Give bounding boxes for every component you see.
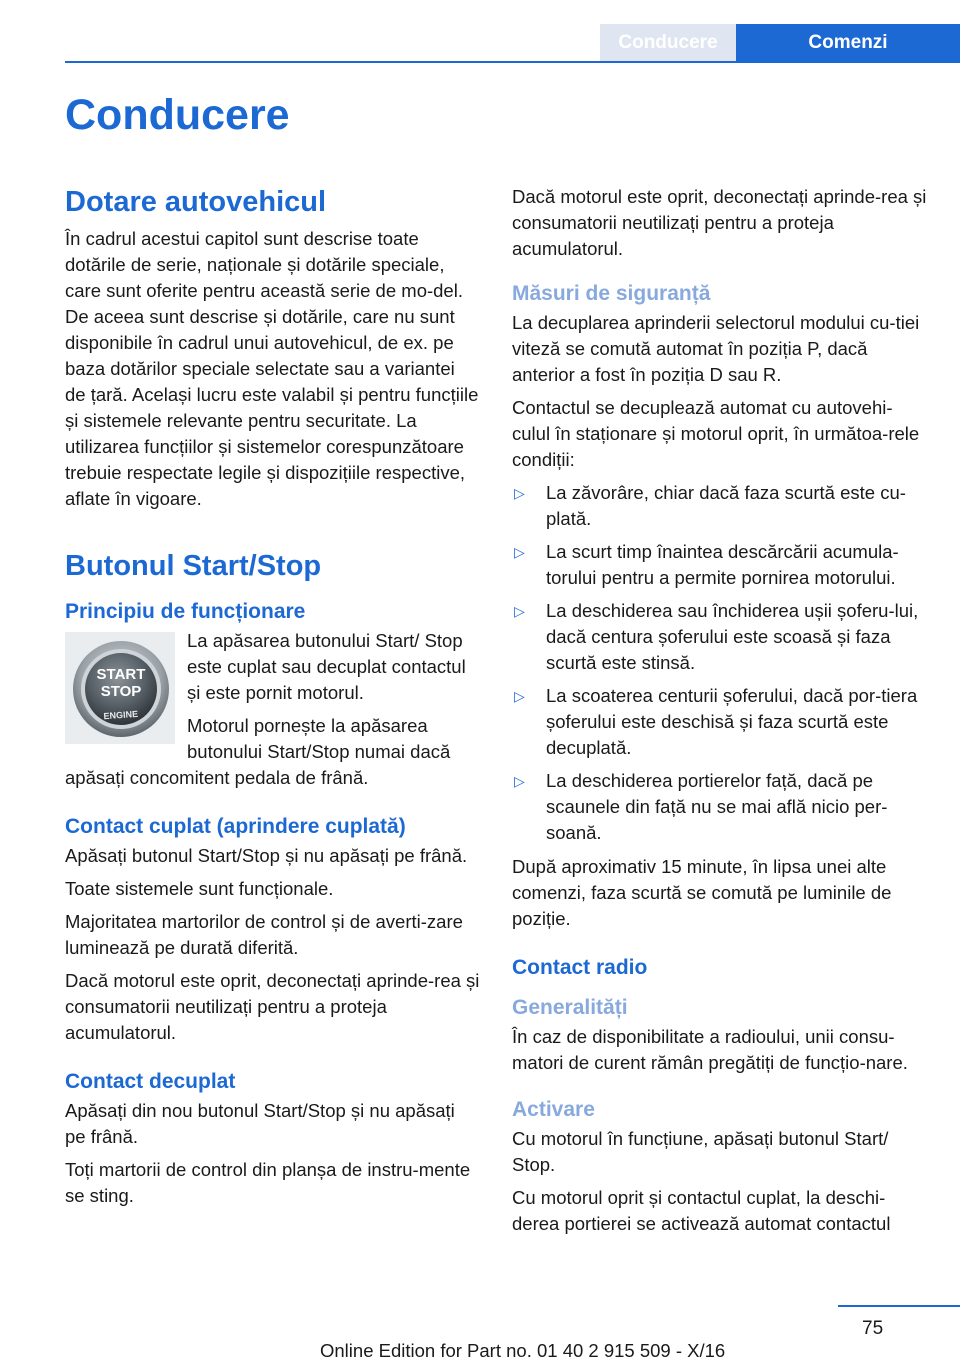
- paragraph-activare-2: Cu motorul oprit și contactul cuplat, la deschi‐derea portierei se activează automat contactul: [512, 1187, 891, 1234]
- page-title: Conducere: [65, 91, 290, 139]
- triangle-bullet-icon: ▷: [514, 544, 525, 560]
- start-stop-button-image: [65, 632, 175, 744]
- heading-principiu: Principiu de funcționare: [65, 600, 306, 623]
- edition-note: Online Edition for Part no. 01 40 2 915 509 - X/16: [320, 1340, 726, 1361]
- paragraph-cuplat-1: Apăsați butonul Start/Stop și nu apăsați pe frână.: [65, 845, 468, 866]
- heading-contact-radio: Contact radio: [512, 956, 648, 979]
- list-item: ▷ La scurt timp înaintea descărcării acumula‐torului pentru a permite pornirea motorului.: [514, 541, 899, 588]
- footer-rule: [838, 1305, 960, 1307]
- paragraph-principiu-1: La apăsarea butonului Start/ Stop este cuplat sau decuplat contactul și este pornit motorul.: [187, 630, 466, 703]
- heading-dotare: Dotare autovehicul: [65, 186, 327, 218]
- heading-contact-decuplat: Contact decuplat: [65, 1070, 236, 1093]
- left-column: [65, 184, 480, 1216]
- page-number: 75: [862, 1318, 884, 1339]
- button-label-engine: ENGINE: [103, 708, 139, 722]
- triangle-bullet-icon: ▷: [514, 688, 525, 704]
- list-item: ▷ La zăvorâre, chiar dacă faza scurtă este cu‐plată.: [514, 482, 906, 529]
- header-tab-chapter: Comenzi: [736, 24, 960, 62]
- paragraph-intro: Dacă motorul este oprit, deconectați aprinde‐rea și consumatorii neutilizați pentru a proteja acumulatorul.: [512, 186, 927, 259]
- paragraph-decuplat-1: Apăsați din nou butonul Start/Stop și nu apăsați pe frână.: [65, 1100, 455, 1147]
- start-stop-button-icon: [65, 632, 175, 744]
- paragraph-generalitati: În caz de disponibilitate a radioului, unii consu‐matori de curent rămân pregătiți de funcțio‐nare.: [512, 1026, 908, 1073]
- paragraph-dotare: În cadrul acestui capitol sunt descrise toate dotările de serie, naționale și dotările speciale, care sunt oferite pentru această serie de mo‐del. De aceea sunt descrise și dotările, care nu sunt disponibile în cadrul unui autovehicul, de ex. pe baza dotărilor speciale selectate sau a variantei de țară. Același lucru este valabil și pentru funcțiile și sistemele relevante pentru securitate. La utilizarea funcțiilor și sistemelor corespunzătoare trebuie respectate legile și dispozițiile respective, aflate în vigoare.: [65, 228, 479, 509]
- heading-activare: Activare: [512, 1098, 595, 1121]
- button-label-start: START: [96, 666, 146, 683]
- paragraph-masuri-2: Contactul se decuplează automat cu autovehi‐culul în staționare și motorul oprit, în următoa‐rele condiții:: [512, 397, 920, 470]
- paragraph-principiu-2: Motorul pornește la apăsarea butonului Start/Stop numai dacă apăsați concomitent pedala de frână.: [65, 715, 451, 788]
- conditions-list: [512, 480, 927, 846]
- paragraph-dupa: După aproximativ 15 minute, în lipsa unei alte comenzi, faza scurtă se comută pe luminile de poziție.: [512, 856, 892, 929]
- paragraph-cuplat-4: Dacă motorul este oprit, deconectați aprinde‐rea și consumatorii neutilizați pentru a proteja acumulatorul.: [65, 970, 480, 1043]
- triangle-bullet-icon: ▷: [514, 485, 525, 501]
- list-item: ▷ La deschiderea portierelor față, dacă pe scaunele din față nu se mai află nicio per‐soană.: [514, 770, 888, 843]
- header-tab-section: Conducere: [600, 24, 736, 62]
- heading-contact-cuplat: Contact cuplat (aprindere cuplată): [65, 815, 406, 838]
- paragraph-decuplat-2: Toți martorii de control din planșa de instru‐mente se sting.: [65, 1159, 471, 1206]
- right-column: [512, 184, 927, 1244]
- paragraph-cuplat-3: Majoritatea martorilor de control și de averti‐zare luminează pe durată diferită.: [65, 911, 463, 958]
- heading-generalitati: Generalități: [512, 996, 628, 1019]
- paragraph-masuri-1: La decuplarea aprinderii selectorul modului cu‐tiei viteză se comută automat în poziția P, dacă anterior a fost în poziția D sau R.: [512, 312, 920, 385]
- heading-buton-start-stop: Butonul Start/Stop: [65, 550, 322, 582]
- triangle-bullet-icon: ▷: [514, 773, 525, 789]
- list-item: ▷ La deschiderea sau închiderea ușii șoferu‐lui, dacă centura șoferului este scoasă și faza scurtă este stinsă.: [514, 600, 919, 673]
- paragraph-cuplat-2: Toate sistemele sunt funcționale.: [65, 878, 334, 899]
- header-rule: [65, 61, 960, 63]
- list-item: ▷ La scoaterea centurii șoferului, dacă por‐tiera șoferului este deschisă și faza scurtă este decuplată.: [514, 685, 918, 758]
- paragraph-activare-1: Cu motorul în funcțiune, apăsați butonul Start/ Stop.: [512, 1128, 889, 1175]
- triangle-bullet-icon: ▷: [514, 603, 525, 619]
- heading-masuri-siguranta: Măsuri de siguranță: [512, 282, 711, 305]
- button-label-stop: STOP: [100, 683, 142, 700]
